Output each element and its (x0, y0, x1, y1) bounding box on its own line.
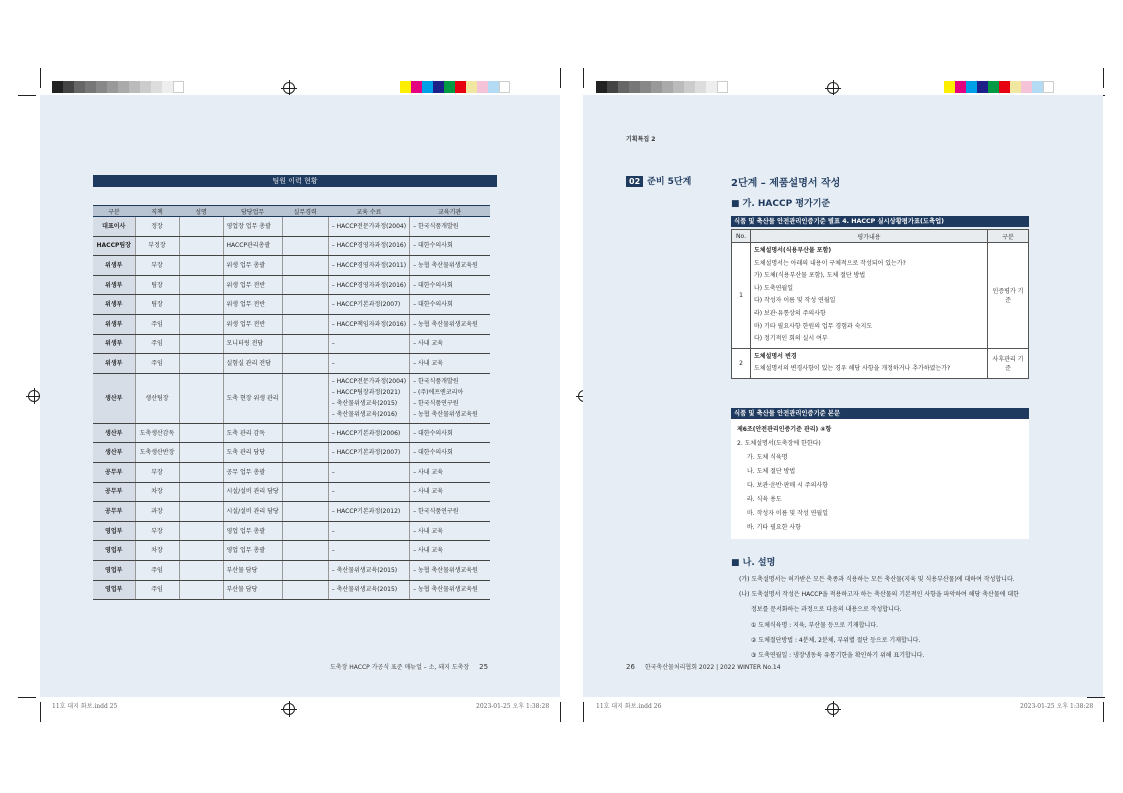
registration-mark-icon (827, 703, 839, 715)
training-line: – HACCP경영자과정(2016) (331, 242, 407, 250)
law-title: 제6조(안전관리인증기준 관리) ④항 (737, 426, 832, 433)
eval-line: 다) 작성자 이름 및 작성 연월일 (754, 297, 836, 305)
dept-cell: 생산부 (93, 423, 135, 443)
duty-cell: 위생 업무 전반 (223, 295, 282, 315)
color-bar-left (400, 81, 510, 93)
column-header: 실무경력 (282, 206, 328, 217)
eval-table-caption: 식품 및 축산물 안전관리인증기준 별표 4. HACCP 실시상황평가표(도축업) (731, 216, 1029, 227)
table-title: 팀원 이력 현황 (93, 175, 497, 187)
training-line: – (331, 547, 335, 555)
career-cell (282, 354, 328, 374)
training-line: – HACCP전문가과정(2004) (331, 378, 407, 386)
table-row (93, 482, 490, 502)
duty-cell: 실험실 관리 전담 (223, 354, 282, 374)
career-cell (282, 580, 328, 600)
training-cell (328, 256, 409, 276)
duty-cell: 위생 업무 총괄 (223, 256, 282, 276)
eval-line: 나) 도축연월일 (754, 284, 794, 292)
crop-mark (560, 702, 561, 722)
table-row (93, 521, 490, 541)
training-cell (328, 423, 409, 443)
table-header-row (732, 230, 1029, 243)
institution-line: – 대한수의사회 (413, 281, 453, 289)
table-row (93, 314, 490, 334)
name-cell (179, 560, 223, 580)
position-cell: 부장 (135, 462, 179, 482)
column-header: 구분 (988, 230, 1029, 243)
institution-line: – 사내 교육 (413, 527, 444, 535)
table-row (732, 243, 1029, 349)
page-number: 25 (479, 663, 489, 671)
step-title: 2단계 – 제품설명서 작성 (731, 178, 841, 189)
duty-cell: 영업장 업무 총괄 (223, 217, 282, 237)
running-head: 기획특집 2 (626, 136, 656, 143)
duty-cell: 공무 업무 총괄 (223, 462, 282, 482)
training-line: – 축산물위생교육(2015) (331, 586, 398, 594)
institution-cell (410, 482, 490, 502)
institution-line: – 사내 교육 (413, 359, 444, 367)
name-cell (179, 217, 223, 237)
position-cell: 차장 (135, 541, 179, 561)
career-cell (282, 502, 328, 522)
dept-cell: 위생부 (93, 334, 135, 354)
career-cell (282, 560, 328, 580)
position-cell: 생산팀장 (135, 373, 179, 423)
training-line: – 축산물위생교육(2016) (331, 411, 398, 419)
training-cell (328, 354, 409, 374)
institution-cell (410, 580, 490, 600)
training-line: – HACCP기본과정(2007) (331, 301, 401, 309)
crop-mark (560, 68, 561, 88)
name-cell (179, 443, 223, 463)
career-cell (282, 275, 328, 295)
training-cell (328, 295, 409, 315)
name-cell (179, 275, 223, 295)
career-cell (282, 541, 328, 561)
institution-line: – 농협 축산물위생교육원 (413, 320, 478, 328)
slug-left: 11호 대지 화보.indd 25 (52, 703, 118, 710)
section-label: 준비 5단계 (647, 177, 692, 187)
institution-line: – 농협 축산물위생교육원 (413, 566, 478, 574)
career-cell (282, 256, 328, 276)
color-bar-right (944, 81, 1054, 93)
name-cell (179, 256, 223, 276)
institution-cell (410, 236, 490, 256)
institution-line: – 대한수의사회 (413, 301, 453, 309)
duty-cell: 도축 관리 담당 (223, 443, 282, 463)
crop-mark (583, 702, 584, 722)
law-line: 2. 도체설명서(도축장에 한한다) (737, 440, 821, 447)
table-row (93, 580, 490, 600)
institution-line: – 한국식품연구원 (413, 400, 459, 408)
table-row (93, 334, 490, 354)
name-cell (179, 236, 223, 256)
training-cell (328, 560, 409, 580)
dept-cell: 위생부 (93, 256, 135, 276)
table-row (93, 502, 490, 522)
table-row (93, 423, 490, 443)
duty-cell: 부산물 담당 (223, 560, 282, 580)
training-cell (328, 373, 409, 423)
eval-line: 라) 보관·유통상의 주의사항 (754, 309, 826, 317)
institution-cell (410, 502, 490, 522)
training-line: – HACCP경영자과정(2016) (331, 281, 407, 289)
name-cell (179, 541, 223, 561)
institution-line: – 한국식품개발원 (413, 378, 459, 386)
name-cell (179, 521, 223, 541)
slug-right: 11호 대지 화보.indd 26 (596, 703, 662, 710)
name-cell (179, 373, 223, 423)
career-cell (282, 295, 328, 315)
crop-mark (18, 697, 36, 698)
eval-title: 도체설명서(식용부산물 포함) (754, 247, 832, 254)
crop-mark (1103, 702, 1104, 722)
institution-line: – 농협 축산물위생교육원 (413, 586, 478, 594)
section-number: 02 (626, 176, 643, 187)
training-line: – (331, 340, 335, 348)
institution-cell (410, 295, 490, 315)
eval-line: 가) 도체(식용부산물 포함), 도체 절단 방법 (754, 272, 866, 280)
position-cell: 팀장 (135, 275, 179, 295)
training-line: – 축산물위생교육(2015) (331, 566, 398, 574)
dept-cell: 위생부 (93, 314, 135, 334)
training-line: – HACCP책임자과정(2016) (331, 320, 407, 328)
duty-cell: 시설/설비 관리 담당 (223, 502, 282, 522)
table-row (93, 256, 490, 276)
staff-history-table (93, 205, 490, 600)
institution-line: – 대한수의사회 (413, 429, 453, 437)
position-cell: 부정장 (135, 236, 179, 256)
training-cell (328, 334, 409, 354)
training-cell (328, 236, 409, 256)
duty-cell: 영업 업무 총괄 (223, 521, 282, 541)
position-cell: 주임 (135, 560, 179, 580)
name-cell (179, 580, 223, 600)
training-cell (328, 521, 409, 541)
registration-mark-icon (283, 703, 295, 715)
training-cell (328, 462, 409, 482)
registration-mark-icon (283, 82, 295, 94)
training-line: – (331, 488, 335, 496)
footer-text: 한국축산물처리협회 2022 | 2022 WINTER No.14 (644, 664, 781, 671)
dept-cell: HACCP팀장 (93, 236, 135, 256)
grayscale-bar-right (596, 81, 728, 93)
career-cell (282, 423, 328, 443)
dept-cell: 대표이사 (93, 217, 135, 237)
institution-line: – (주)에프엔코리아 (413, 389, 464, 397)
column-header: 평가내용 (751, 230, 988, 243)
training-line: – (331, 468, 335, 476)
crop-mark (40, 68, 41, 88)
dept-cell: 공무부 (93, 462, 135, 482)
training-line: – (331, 359, 335, 367)
eval-category: 사후관리 기준 (988, 348, 1029, 378)
position-cell: 도축생산감독 (135, 423, 179, 443)
dept-cell: 위생부 (93, 275, 135, 295)
career-cell (282, 217, 328, 237)
eval-category: 인증평가 기준 (988, 243, 1029, 349)
position-cell: 주임 (135, 334, 179, 354)
law-line: 다. 보관·운반·판매 시 주의사항 (747, 482, 828, 489)
section-tag (626, 174, 691, 187)
duty-cell: 시설/설비 관리 담당 (223, 482, 282, 502)
name-cell (179, 423, 223, 443)
crop-mark (583, 68, 584, 88)
institution-cell (410, 560, 490, 580)
institution-cell (410, 521, 490, 541)
position-cell: 팀장 (135, 295, 179, 315)
position-cell: 부장 (135, 256, 179, 276)
law-line: 마. 작성자 이름 및 작성 연월일 (747, 510, 828, 517)
training-line: – HACCP기본과정(2006) (331, 429, 401, 437)
registration-mark-icon (28, 390, 40, 402)
law-box (731, 419, 1029, 539)
institution-cell (410, 256, 490, 276)
training-cell (328, 580, 409, 600)
table-row (93, 541, 490, 561)
training-cell (328, 502, 409, 522)
training-cell (328, 275, 409, 295)
table-row (93, 217, 490, 237)
left-footer (330, 662, 488, 671)
duty-cell: 부산물 담당 (223, 580, 282, 600)
slug-date-right: 2023-01-25 오후 1:38:28 (1020, 703, 1094, 710)
law-line: 라. 식육 용도 (747, 496, 782, 503)
position-cell: 도축생산반장 (135, 443, 179, 463)
dept-cell: 영업부 (93, 560, 135, 580)
row-number: 1 (732, 243, 751, 349)
column-header: 성명 (179, 206, 223, 217)
evaluation-content (751, 243, 988, 349)
training-line: – HACCP전문가과정(2004) (331, 222, 407, 230)
column-header: 담당업무 (223, 206, 282, 217)
eval-title: 도체설명서 변경 (754, 352, 797, 360)
training-line: – HACCP경영자과정(2011) (331, 261, 407, 269)
career-cell (282, 373, 328, 423)
institution-cell (410, 314, 490, 334)
table-row (93, 373, 490, 423)
institution-line: – 농협 축산물위생교육원 (413, 411, 478, 419)
table-row (93, 275, 490, 295)
institution-line: – 대한수의사회 (413, 242, 453, 250)
position-cell: 과장 (135, 502, 179, 522)
row-number: 2 (732, 348, 751, 378)
career-cell (282, 314, 328, 334)
law-caption: 식품 및 축산물 안전관리인증기준 본문 (731, 408, 1029, 419)
footer-text: 도축장 HACCP 가공식 표준 매뉴얼 – 소, 돼지 도축장 (330, 664, 470, 671)
description-text (739, 572, 1029, 663)
dept-cell: 위생부 (93, 295, 135, 315)
evaluation-content (751, 348, 988, 378)
duty-cell: 위생 업무 전반 (223, 314, 282, 334)
institution-cell (410, 443, 490, 463)
institution-line: – 농협 축산물위생교육원 (413, 261, 478, 269)
table-row (93, 354, 490, 374)
institution-line: – 사내 교육 (413, 468, 444, 476)
eval-line: 도체설명서는 아래의 내용이 구체적으로 작성되어 있는가? (754, 259, 906, 267)
training-cell (328, 541, 409, 561)
training-cell (328, 217, 409, 237)
career-cell (282, 521, 328, 541)
institution-cell (410, 373, 490, 423)
name-cell (179, 354, 223, 374)
registration-mark-icon (827, 82, 839, 94)
career-cell (282, 334, 328, 354)
eval-line: 마) 기타 필요사항 한원의 업무 경험과 숙지도 (754, 322, 873, 330)
duty-cell: 모니터링 전담 (223, 334, 282, 354)
dept-cell: 영업부 (93, 521, 135, 541)
career-cell (282, 482, 328, 502)
name-cell (179, 295, 223, 315)
name-cell (179, 482, 223, 502)
crop-mark (1087, 697, 1105, 698)
desc-line: (나) 도축설명서 작성은 HACCP을 적용하고자 하는 축산물의 기본적인 사항을 파악하여 해당 축산물에 대한 (739, 591, 1019, 599)
duty-cell: 도축 관리 감독 (223, 423, 282, 443)
institution-line: – 대한수의사회 (413, 449, 453, 457)
duty-cell: 영업 업무 총괄 (223, 541, 282, 561)
dept-cell: 공무부 (93, 502, 135, 522)
institution-cell (410, 275, 490, 295)
career-cell (282, 462, 328, 482)
right-footer (626, 662, 781, 671)
slug-date-left: 2023-01-25 오후 1:38:28 (476, 703, 550, 710)
duty-cell: HACCP관리총괄 (223, 236, 282, 256)
desc-line: ② 도체절단방법 : 4분체, 2분체, 부위별 절단 등으로 기재합니다. (751, 636, 921, 644)
table-row (732, 348, 1029, 378)
institution-cell (410, 423, 490, 443)
dept-cell: 공무부 (93, 482, 135, 502)
duty-cell: 도축 현장 위생 관리 (223, 373, 282, 423)
dept-cell: 생산부 (93, 443, 135, 463)
position-cell: 부장 (135, 521, 179, 541)
law-line: 가. 도체 식육명 (747, 454, 788, 461)
column-header: No. (732, 230, 751, 243)
institution-line: – 사내 교육 (413, 488, 444, 496)
table-row (93, 236, 490, 256)
name-cell (179, 502, 223, 522)
name-cell (179, 462, 223, 482)
page-number: 26 (626, 663, 635, 671)
dept-cell: 생산부 (93, 373, 135, 423)
position-cell: 주임 (135, 580, 179, 600)
training-cell (328, 314, 409, 334)
position-cell: 주임 (135, 354, 179, 374)
institution-line: – 사내 교육 (413, 547, 444, 555)
institution-line: – 한국식품연구원 (413, 507, 459, 515)
name-cell (179, 314, 223, 334)
law-line: 바. 기타 필요한 사항 (747, 524, 801, 531)
table-header-row (93, 206, 490, 217)
career-cell (282, 236, 328, 256)
column-header: 구분 (93, 206, 135, 217)
eval-line: 도체설명서의 변경사항이 있는 경우 해당 사항을 개정하거나 추가하였는가? (754, 365, 951, 373)
training-line: – 축산물위생교육(2015) (331, 400, 398, 408)
position-cell: 주임 (135, 314, 179, 334)
table-row (93, 443, 490, 463)
institution-cell (410, 541, 490, 561)
subheading-b: ■ 나. 설명 (731, 555, 775, 568)
eval-line: 다) 정기적인 회의 실시 여부 (754, 335, 828, 343)
position-cell: 차장 (135, 482, 179, 502)
institution-cell (410, 217, 490, 237)
desc-line: 정보를 문서화하는 과정으로 다음의 내용으로 작성합니다. (751, 606, 902, 614)
career-cell (282, 443, 328, 463)
crop-mark (40, 702, 41, 722)
column-header: 교육 수료 (328, 206, 409, 217)
crop-mark (18, 95, 36, 96)
training-line: – HACCP기본과정(2007) (331, 449, 401, 457)
desc-line: ① 도체식육명 : 지육, 부산물 등으로 기재합니다. (751, 621, 878, 629)
dept-cell: 영업부 (93, 580, 135, 600)
institution-line: – 한국식품개발원 (413, 222, 459, 230)
training-cell (328, 482, 409, 502)
institution-cell (410, 334, 490, 354)
training-line: – (331, 527, 335, 535)
grayscale-bar-left (52, 81, 184, 93)
subheading-a: ■ 가. HACCP 평가기준 (731, 196, 830, 209)
institution-cell (410, 462, 490, 482)
duty-cell: 위생 업무 전반 (223, 275, 282, 295)
name-cell (179, 334, 223, 354)
dept-cell: 위생부 (93, 354, 135, 374)
desc-line: (가) 도축설명서는 허가받은 모든 축종과 식용하는 모든 축산물(지육 및 식용부산물)에 대하여 작성합니다. (739, 576, 1015, 583)
institution-cell (410, 354, 490, 374)
training-line: – HACCP기본과정(2012) (331, 507, 401, 515)
training-line: – HACCP팀장과정(2021) (331, 389, 401, 397)
institution-line: – 사내 교육 (413, 340, 444, 348)
table-row (93, 295, 490, 315)
column-header: 직책 (135, 206, 179, 217)
crop-mark (1103, 68, 1104, 88)
evaluation-table (731, 229, 1029, 379)
dept-cell: 영업부 (93, 541, 135, 561)
training-cell (328, 443, 409, 463)
desc-line: ③ 도축연월일 : 냉장냉동육 유통기한을 확인하기 위해 표기합니다. (751, 652, 925, 660)
column-header: 교육기관 (410, 206, 490, 217)
table-row (93, 462, 490, 482)
position-cell: 정장 (135, 217, 179, 237)
law-line: 나. 도체 절단 방법 (747, 468, 796, 475)
table-row (93, 560, 490, 580)
